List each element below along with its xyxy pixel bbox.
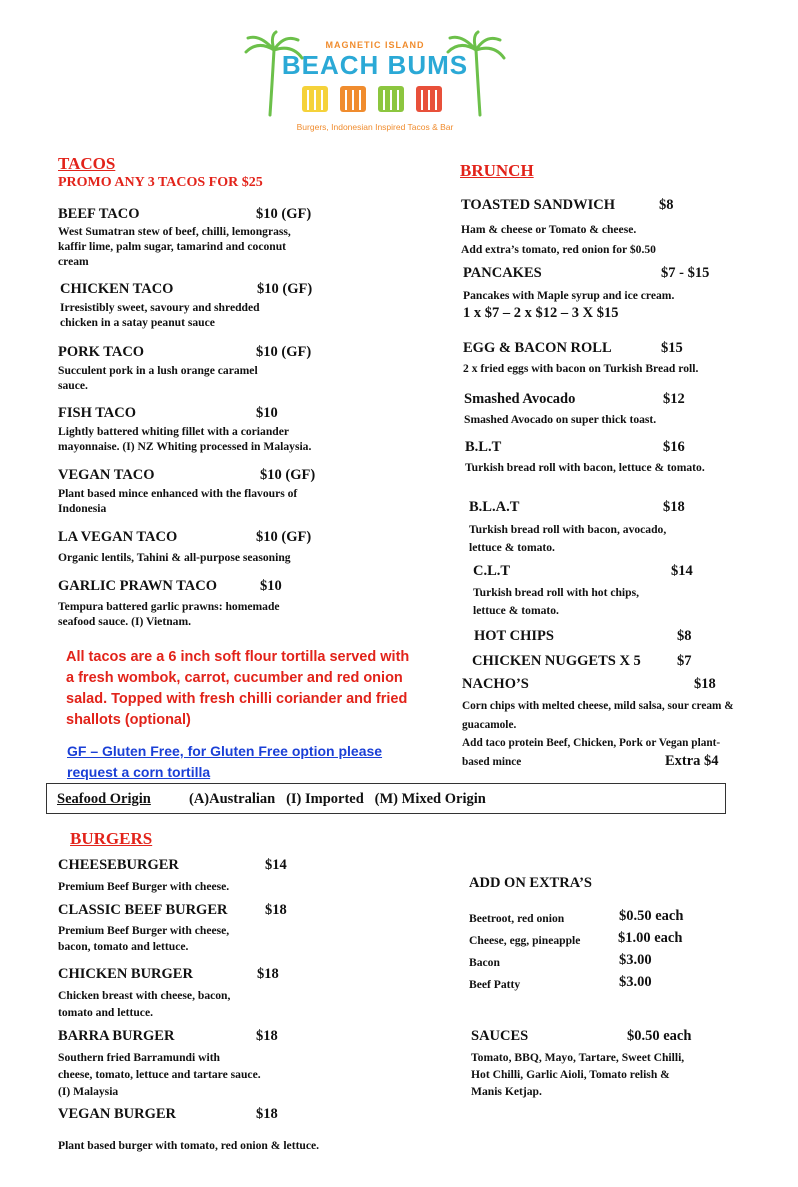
item-price: $10 (GF): [260, 467, 316, 483]
item-price: $18: [694, 676, 716, 692]
item-desc: sauce.: [58, 379, 88, 392]
item-desc: Add extra’s tomato, red onion for $0.50: [461, 243, 656, 256]
item-desc: Premium Beef Burger with cheese,: [58, 924, 230, 937]
item-name: TOASTED SANDWICH: [461, 197, 616, 213]
item-name: NACHO’S: [462, 676, 529, 692]
item-name: Smashed Avocado: [464, 391, 576, 407]
extra-name: Cheese, egg, pineapple: [469, 934, 581, 947]
seafood-legend: (A)Australian (I) Imported (M) Mixed Origin: [189, 791, 486, 807]
item-price: $15: [661, 340, 683, 356]
item-price: $7: [677, 653, 692, 669]
item-name: LA VEGAN TACO: [58, 529, 178, 545]
item-price: $10: [260, 578, 282, 594]
extra-price: $1.00 each: [618, 930, 683, 946]
item-name: C.L.T: [473, 563, 511, 579]
item-desc: 2 x fried eggs with bacon on Turkish Bread roll.: [463, 362, 699, 375]
item-desc: Turkish bread roll with hot chips,: [473, 586, 640, 599]
logo-main-text: BEACH BUMS: [281, 50, 469, 80]
item-desc: Turkish bread roll with bacon, lettuce & tomato.: [465, 461, 705, 474]
item-desc: seafood sauce. (I) Vietnam.: [58, 615, 191, 628]
gluten-free-link[interactable]: [67, 741, 437, 783]
item-name: PORK TACO: [58, 344, 145, 360]
item-name: B.L.T: [465, 439, 502, 455]
item-price: $10 (GF): [256, 529, 312, 545]
item-desc: based mince: [462, 755, 522, 768]
note-line: a fresh wombok, carrot, cucumber and red onion: [66, 670, 403, 686]
item-price: $10 (GF): [256, 206, 312, 222]
item-price: $10 (GF): [256, 344, 312, 360]
item-desc: Premium Beef Burger with cheese.: [58, 880, 230, 893]
item-price: $18: [256, 1028, 278, 1044]
item-desc: cream: [58, 255, 89, 268]
item-desc: Succulent pork in a lush orange caramel: [58, 364, 258, 377]
item-desc: mayonnaise. (I) NZ Whiting processed in Malaysia.: [58, 440, 312, 453]
item-name: FISH TACO: [58, 405, 137, 421]
item-price: $12: [663, 391, 685, 407]
tacos-promo: PROMO ANY 3 TACOS FOR $25: [58, 175, 263, 190]
item-desc: Plant based mince enhanced with the flavours of: [58, 487, 298, 500]
item-name: BARRA BURGER: [58, 1028, 175, 1044]
item-desc: chicken in a satay peanut sauce: [60, 316, 215, 329]
gf-line[interactable]: request a corn tortilla: [67, 764, 211, 780]
item-desc: (I) Malaysia: [58, 1085, 119, 1098]
sauces-desc: Tomato, BBQ, Mayo, Tartare, Sweet Chilli,: [471, 1051, 685, 1064]
extra-name: Beetroot, red onion: [469, 912, 565, 925]
extra-price: $0.50 each: [619, 908, 684, 924]
sauces-desc: Manis Ketjap.: [471, 1085, 542, 1098]
item-price: $18: [265, 902, 287, 918]
extras-title: ADD ON EXTRA’S: [469, 875, 592, 891]
item-price: $10 (GF): [257, 281, 313, 297]
item-name: CHICKEN NUGGETS X 5: [472, 653, 641, 669]
item-desc: lettuce & tomato.: [473, 604, 559, 617]
item-name: CLASSIC BEEF BURGER: [58, 902, 228, 918]
item-name: BEEF TACO: [58, 206, 140, 222]
item-desc: Corn chips with melted cheese, mild salsa, sour cream &: [462, 700, 734, 712]
item-desc: Turkish bread roll with bacon, avocado,: [469, 523, 667, 536]
item-desc: West Sumatran stew of beef, chilli, lemongrass,: [58, 225, 291, 238]
item-price: $18: [663, 499, 685, 515]
item-name: VEGAN BURGER: [58, 1106, 177, 1122]
item-price: $14: [671, 563, 693, 579]
item-desc: Indonesia: [58, 502, 107, 515]
logo-tagline: Burgers, Indonesian Inspired Tacos & Bar: [296, 122, 454, 132]
item-price: $14: [265, 857, 287, 873]
item-price: $7 - $15: [661, 265, 710, 281]
sauces-title: SAUCES: [471, 1028, 529, 1044]
extra-name: Bacon: [469, 956, 500, 969]
seafood-label: Seafood Origin: [57, 791, 151, 807]
gf-line[interactable]: GF – Gluten Free, for Gluten Free option please: [67, 743, 383, 759]
item-price: $18: [256, 1106, 278, 1122]
extra-price: $3.00: [619, 974, 652, 990]
item-price: $8: [677, 628, 692, 644]
item-name: CHICKEN TACO: [60, 281, 174, 297]
item-name: CHICKEN BURGER: [58, 966, 193, 982]
item-price: $10: [256, 405, 278, 421]
item-name: EGG & BACON ROLL: [463, 340, 612, 356]
item-desc: Smashed Avocado on super thick toast.: [464, 413, 657, 426]
extra-name: Beef Patty: [469, 978, 521, 991]
item-desc: cheese, tomato, lettuce and tartare sauce.: [58, 1068, 261, 1081]
seafood-origin-box: [46, 783, 726, 814]
note-line: All tacos are a 6 inch soft flour tortilla served with: [66, 649, 410, 665]
item-desc: kaffir lime, palm sugar, tamarind and coconut: [58, 240, 287, 253]
item-desc: Irresistibly sweet, savoury and shredded: [60, 301, 260, 314]
sauces-desc: Hot Chilli, Garlic Aioli, Tomato relish &: [471, 1068, 670, 1081]
item-desc: tomato and lettuce.: [58, 1006, 153, 1019]
item-desc: bacon, tomato and lettuce.: [58, 940, 189, 953]
note-line: shallots (optional): [66, 712, 191, 728]
item-name: B.L.A.T: [469, 499, 520, 515]
logo-top-text: MAGNETIC ISLAND: [325, 40, 425, 50]
sauces-price: $0.50 each: [627, 1028, 692, 1044]
brunch-title: BRUNCH: [460, 161, 534, 180]
item-desc: Chicken breast with cheese, bacon,: [58, 989, 231, 1002]
item-desc: Organic lentils, Tahini & all-purpose seasoning: [58, 551, 291, 564]
item-desc: guacamole.: [462, 718, 517, 731]
burgers-title: BURGERS: [70, 829, 153, 848]
logo: [240, 30, 510, 140]
item-desc: Plant based burger with tomato, red onion & lettuce.: [58, 1139, 320, 1152]
item-price: $18: [257, 966, 279, 982]
item-name: HOT CHIPS: [474, 628, 554, 644]
extra-price: $3.00: [619, 952, 652, 968]
item-desc: Add taco protein Beef, Chicken, Pork or Vegan plant-: [462, 737, 721, 749]
item-desc: Pancakes with Maple syrup and ice cream.: [463, 289, 675, 302]
tacos-title: TACOS: [58, 154, 116, 173]
item-name: VEGAN TACO: [58, 467, 155, 483]
beach-chair-icons: [302, 86, 442, 112]
item-desc: Tempura battered garlic prawns: homemade: [58, 600, 280, 613]
pancake-pricing: 1 x $7 – 2 x $12 – 3 X $15: [463, 305, 619, 321]
nacho-extra-price: Extra $4: [665, 753, 719, 769]
item-price: $16: [663, 439, 685, 455]
item-desc: Southern fried Barramundi with: [58, 1051, 221, 1064]
item-name: PANCAKES: [463, 265, 542, 281]
item-name: CHEESEBURGER: [58, 857, 179, 873]
item-name: GARLIC PRAWN TACO: [58, 578, 217, 594]
item-desc: Lightly battered whiting fillet with a coriander: [58, 425, 290, 438]
item-desc: lettuce & tomato.: [469, 541, 555, 554]
item-desc: Ham & cheese or Tomato & cheese.: [461, 223, 637, 236]
tacos-note: [66, 647, 436, 729]
item-price: $8: [659, 197, 674, 213]
note-line: salad. Topped with fresh chilli coriander and fried: [66, 691, 408, 707]
